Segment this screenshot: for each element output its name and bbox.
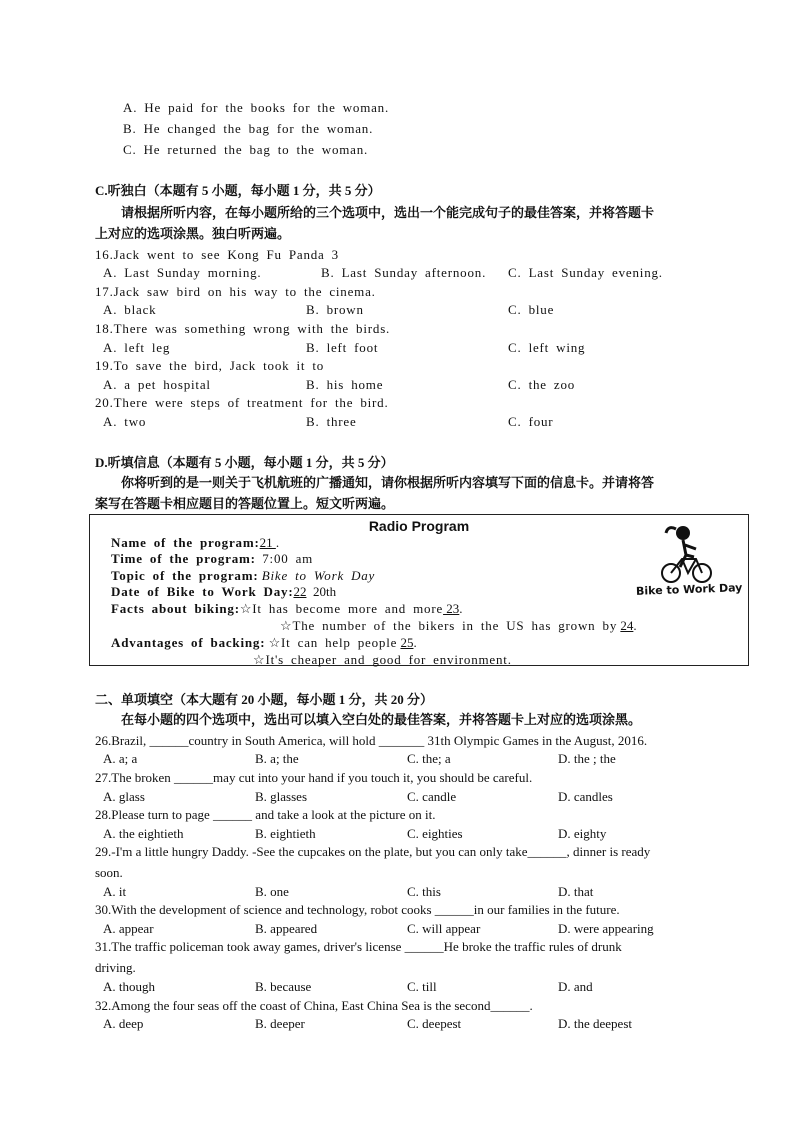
question-20: 20.There were steps of treatment for the bird. <box>95 395 389 410</box>
option-line: B. He changed the bag for the woman. <box>123 121 374 136</box>
question-30: 30.With the development of science and technology, robot cooks ______in our families in the future. <box>95 902 620 917</box>
question-31-cont: driving. <box>95 960 136 975</box>
option-b: B. deeper <box>255 1016 305 1031</box>
option-d: D. the deepest <box>558 1016 633 1031</box>
options-row <box>103 788 703 806</box>
option-line: A. He paid for the books for the woman. <box>123 100 390 115</box>
option-d: D. candles <box>558 789 613 804</box>
card-topic-value: Bike to Work Day <box>261 568 376 583</box>
advantage-1: ☆It can help people <box>268 635 398 650</box>
logo-text: Bike to Work Day <box>635 581 743 598</box>
option-d: D. the ; the <box>558 751 616 766</box>
period: . <box>275 535 280 550</box>
section-c-instruction: 请根据所听内容，在每小题所给的三个选项中，选出一个能完成句子的最佳答案，并将答题卡 <box>121 205 655 220</box>
option-c: C. candle <box>407 789 457 804</box>
options-row <box>103 883 703 901</box>
fact-2: ☆The number of the bikers in the US has grown by <box>280 618 618 633</box>
part-2-instruction: 在每小题的四个选项中，选出可以填入空白处的最佳答案，并将答题卡上对应的选项涂黑。 <box>121 712 642 727</box>
option-c: C. till <box>407 979 437 994</box>
question-27: 27.The broken ______may cut into your hand if you touch it, you should be careful. <box>95 770 533 785</box>
options-row <box>103 264 703 282</box>
part-2-title: 二、单项填空（本大题有 20 小题，每小题 1 分，共 20 分） <box>95 692 434 707</box>
options-row <box>103 825 703 843</box>
card-time-value: 7:00 am <box>262 551 314 566</box>
option-a: A. the eightieth <box>103 826 184 841</box>
card-adv-row <box>111 634 417 652</box>
period: . <box>633 618 637 633</box>
answer-blank-25: 25 <box>400 635 414 650</box>
question-19: 19.To save the bird, Jack took it to <box>95 358 325 373</box>
card-facts-label: Facts about biking: <box>111 601 240 616</box>
period: . <box>413 635 417 650</box>
option-d: D. eighty <box>558 826 607 841</box>
answer-blank-22: 22 <box>293 584 307 599</box>
answer-blank-21: 21 <box>259 535 276 550</box>
answer-blank-23: 23 <box>443 601 460 616</box>
option-c: C. will appear <box>407 921 481 936</box>
fact-1: ☆It has become more and more <box>239 601 444 616</box>
option-b: B. eightieth <box>255 826 316 841</box>
answer-blank-24: 24 <box>620 618 634 633</box>
option-b: B. a; the <box>255 751 299 766</box>
option-b: B. his home <box>306 377 384 392</box>
question-17: 17.Jack saw bird on his way to the cinema. <box>95 284 376 299</box>
option-a: A. glass <box>103 789 145 804</box>
question-16: 16.Jack went to see Kong Fu Panda 3 <box>95 247 339 262</box>
option-d: D. that <box>558 884 594 899</box>
card-date-label: Date of Bike to Work Day: <box>111 584 294 599</box>
option-d: D. were appearing <box>558 921 654 936</box>
option-a: A. appear <box>103 921 154 936</box>
question-29-cont: soon. <box>95 865 123 880</box>
question-28: 28.Please turn to page ______ and take a look at the picture on it. <box>95 807 436 822</box>
card-time-label: Time of the program: <box>111 551 256 566</box>
section-c-title: C.听独白（本题有 5 小题，每小题 1 分，共 5 分） <box>95 183 381 198</box>
period: . <box>459 601 463 616</box>
option-a: A. deep <box>103 1016 144 1031</box>
section-c-instruction: 上对应的选项涂黑。独白听两遍。 <box>95 226 291 241</box>
options-row <box>103 750 703 768</box>
options-row <box>103 1015 703 1033</box>
option-b: B. brown <box>306 302 364 317</box>
options-row <box>103 376 703 394</box>
option-c: C. blue <box>508 302 555 317</box>
card-adv-label: Advantages of backing: <box>111 635 266 650</box>
options-row <box>103 978 703 996</box>
options-row <box>103 301 703 319</box>
options-row <box>103 339 703 357</box>
option-b: B. glasses <box>255 789 307 804</box>
card-date-row <box>111 583 336 601</box>
option-b: B. left foot <box>306 340 379 355</box>
options-row <box>103 920 703 938</box>
option-a: A. a pet hospital <box>103 377 211 392</box>
bike-to-work-logo <box>635 523 743 603</box>
option-c: C. the; a <box>407 751 451 766</box>
card-facts-row-2 <box>280 617 637 635</box>
question-26: 26.Brazil, ______country in South America, will hold _______ 31th Olympic Games in the August, 2016. <box>95 733 648 748</box>
card-heading: Radio Program <box>368 518 470 534</box>
section-d-instruction: 案写在答题卡相应题目的答题位置上。短文听两遍。 <box>95 496 395 511</box>
card-name-label: Name of the program: <box>111 535 260 550</box>
option-line: C. He returned the bag to the woman. <box>123 142 369 157</box>
option-b: B. appeared <box>255 921 318 936</box>
option-a: A. black <box>103 302 157 317</box>
option-a: A. left leg <box>103 340 171 355</box>
card-time-row <box>111 550 313 568</box>
option-b: B. one <box>255 884 289 899</box>
question-32: 32.Among the four seas off the coast of China, East China Sea is the second______. <box>95 998 533 1013</box>
option-a: A. Last Sunday morning. <box>103 265 262 280</box>
card-date-value: 20th <box>312 584 337 599</box>
option-c: C. this <box>407 884 441 899</box>
question-31: 31.The traffic policeman took away games, driver's license ______He broke the traffic rules of drunk <box>95 939 622 954</box>
option-c: C. eighties <box>407 826 463 841</box>
option-b: B. three <box>306 414 357 429</box>
option-c: C. the zoo <box>508 377 576 392</box>
option-b: B. Last Sunday afternoon. <box>321 265 487 280</box>
option-c: C. four <box>508 414 554 429</box>
section-d-title: D.听填信息（本题有 5 小题，每小题 1 分，共 5 分） <box>95 455 394 470</box>
option-a: A. a; a <box>103 751 138 766</box>
advantage-2: ☆It's cheaper and good for environment. <box>253 652 512 667</box>
option-a: A. it <box>103 884 127 899</box>
question-18: 18.There was something wrong with the birds. <box>95 321 391 336</box>
section-d-instruction: 你将听到的是一则关于飞机航班的广播通知，请你根据所听内容填写下面的信息卡。并请将答 <box>121 475 655 490</box>
info-card <box>89 514 749 666</box>
option-a: A. though <box>103 979 155 994</box>
options-row <box>103 413 703 431</box>
card-facts-row <box>111 600 463 618</box>
option-c: C. left wing <box>508 340 586 355</box>
option-c: C. Last Sunday evening. <box>508 265 663 280</box>
option-a: A. two <box>103 414 147 429</box>
option-b: B. because <box>255 979 312 994</box>
option-c: C. deepest <box>407 1016 462 1031</box>
question-29: 29.-I'm a little hungry Daddy. -See the cupcakes on the plate, but you can only take______, dinner is ready <box>95 844 651 859</box>
option-d: D. and <box>558 979 593 994</box>
cyclist-icon <box>638 523 734 585</box>
card-topic-label: Topic of the program: <box>111 568 259 583</box>
